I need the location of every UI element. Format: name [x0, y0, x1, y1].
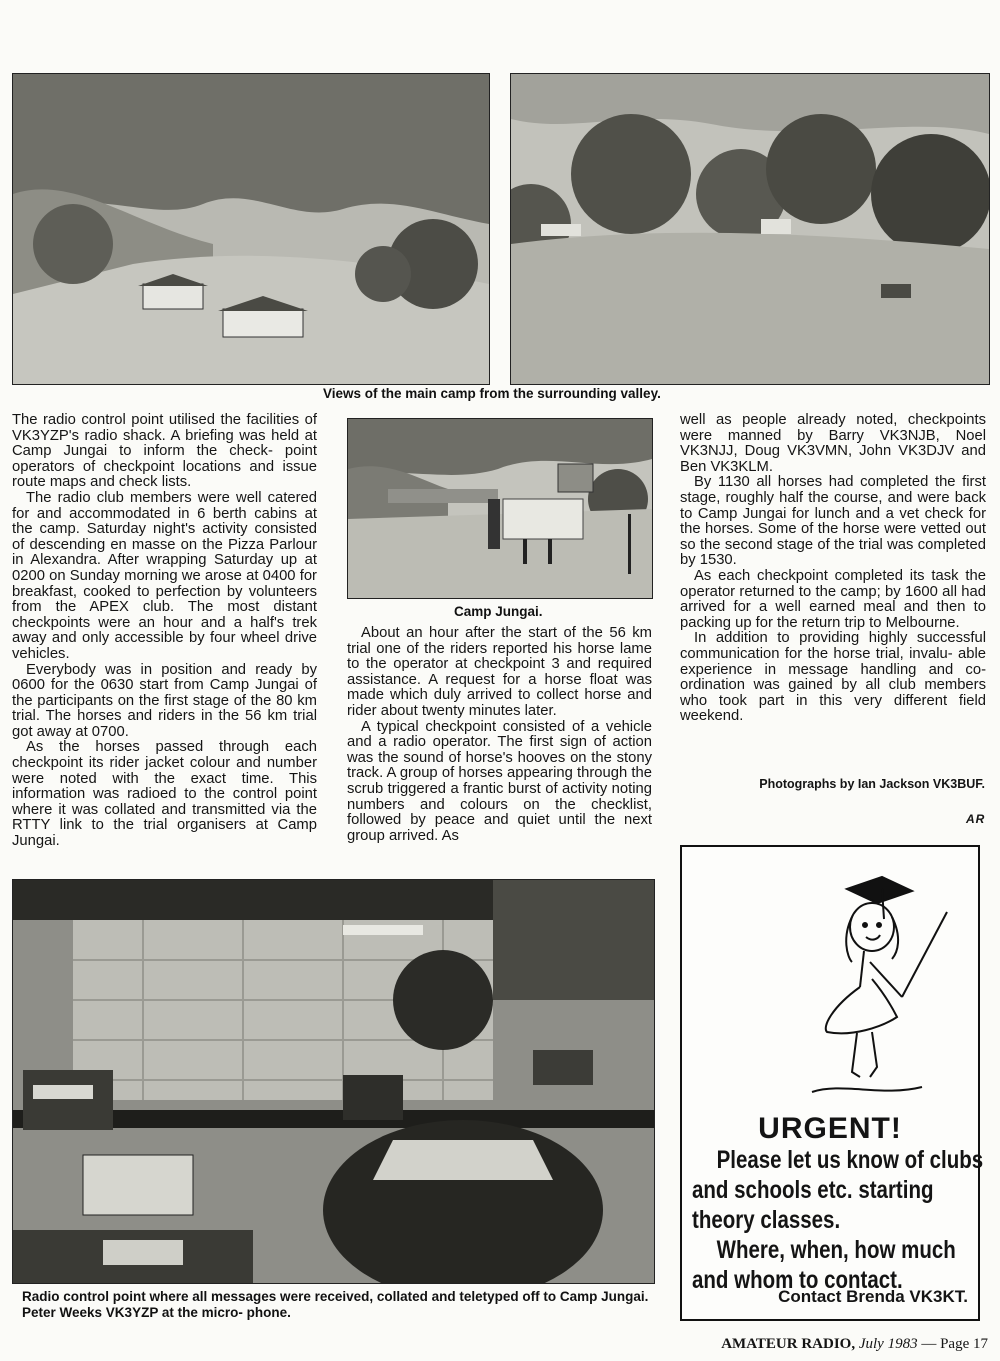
ad-line-4: Where, when, how much: [716, 1236, 956, 1264]
camp-valley-photo-right: [510, 73, 990, 385]
ad-line-2: and schools etc. starting: [692, 1176, 934, 1204]
col3-paragraph-1: well as people already noted, checkpoints were manned by Barry VK3NJB, Noel VK3NJJ, Doug VK3VMN, John VK3DJV and Ben VK3KLM.: [680, 412, 986, 475]
article-column-2: [347, 626, 652, 844]
cartoon-graduate-girl-icon: [752, 867, 952, 1107]
end-mark-logo: AR: [966, 812, 986, 826]
photo-credit: Photographs by Ian Jackson VK3BUF.: [759, 777, 985, 791]
col1-paragraph-1: The radio control point utilised the facilities of VK3YZP's radio shack. A briefing was held at Camp Jungai to inform the check- point operators of checkpoint locations and issue route maps and check lists.: [12, 412, 317, 491]
urgent-advert: [680, 845, 984, 1321]
ad-headline: URGENT!: [758, 1112, 902, 1145]
col1-paragraph-4: As the horses passed through each checkpoint its rider jacket colour and number were noted with the exact time. This information was radioed to the control point where it was collated and transmitted via the RTTY link to the trial organisers at Camp Jungai.: [12, 739, 317, 850]
col1-paragraph-2: The radio club members were well catered for and accommodated in 6 berth cabins at the camp. Saturday night's activity consisted of descending en masse on the Pizza Parlour in Alexandra. After wrapping Saturday up at 0200 on Sunday morning we arose at 0400 for breakfast, cooked to perfection by volunteers from the APEX club. The most distant checkpoints were an hour and a half's trek away and only accessible by four wheel drive vehicles.: [12, 489, 317, 662]
footer-page-number: — Page 17: [921, 1336, 988, 1352]
middle-photo-caption: Camp Jungai.: [454, 604, 543, 619]
col1-paragraph-3: Everybody was in position and ready by 0600 for the 0630 start from Camp Jungai of the participants on the first stage of the 80 km trial. The horses and riders in the 56 km trial got away at 0700.: [12, 661, 317, 740]
ad-body: [692, 1145, 984, 1295]
ad-line-1: Please let us know of clubs: [716, 1146, 984, 1174]
camp-jungai-photo: [347, 418, 653, 599]
ad-line-5: and whom to contact.: [692, 1266, 903, 1294]
col3-paragraph-3: As each checkpoint completed its task the operator returned to the camp; by 1600 all had arrived for a well earned meal and then to packing up for the return trip to Melbourne.: [680, 567, 986, 631]
top-photo-caption: Views of the main camp from the surrounding valley.: [323, 386, 661, 401]
page-footer: [721, 1336, 988, 1353]
col2-paragraph-2: A typical checkpoint consisted of a vehicle and a radio operator. The first sign of action was the sound of horse's hooves on the stony track. A group of horses appearing through the scrub triggered a frantic burst of activity noting numbers and colours on the checklist, followed by peace and quiet until the next group arrived. As: [347, 718, 652, 844]
camp-valley-photo-left: [12, 73, 490, 385]
col3-paragraph-2: By 1130 all horses had completed the first stage, roughly half the course, and were back to Camp Jungai for lunch and a vet check for the horses. Some of the horse were vetted out so the second stage of the trial was completed by 1530.: [680, 474, 986, 569]
col3-paragraph-4: In addition to providing highly successful communication for the horse trial, invalu- able experience in message handling and co-ordination was gained by all club members who took part in this very different field weekend.: [680, 630, 986, 725]
footer-magazine: AMATEUR RADIO,: [721, 1336, 856, 1352]
ad-contact: Contact Brenda VK3KT.: [778, 1287, 968, 1306]
ad-line-3: theory classes.: [692, 1206, 841, 1234]
col2-paragraph-1: About an hour after the start of the 56 km trial one of the riders reported his horse lame to the operator at checkpoint 3 and required assistance. A request for a horse float was made which duly arrived to collect horse and rider about twenty minutes later.: [347, 625, 652, 719]
article-column-3: [680, 413, 986, 725]
bottom-photo-caption: Radio control point where all messages were received, collated and teletyped off to Camp Jungai. Peter Weeks VK3YZP at the micro- phone.: [22, 1289, 649, 1320]
radio-control-point-photo: [12, 879, 655, 1284]
footer-issue: July 1983: [858, 1336, 918, 1352]
article-column-1: [12, 413, 317, 850]
